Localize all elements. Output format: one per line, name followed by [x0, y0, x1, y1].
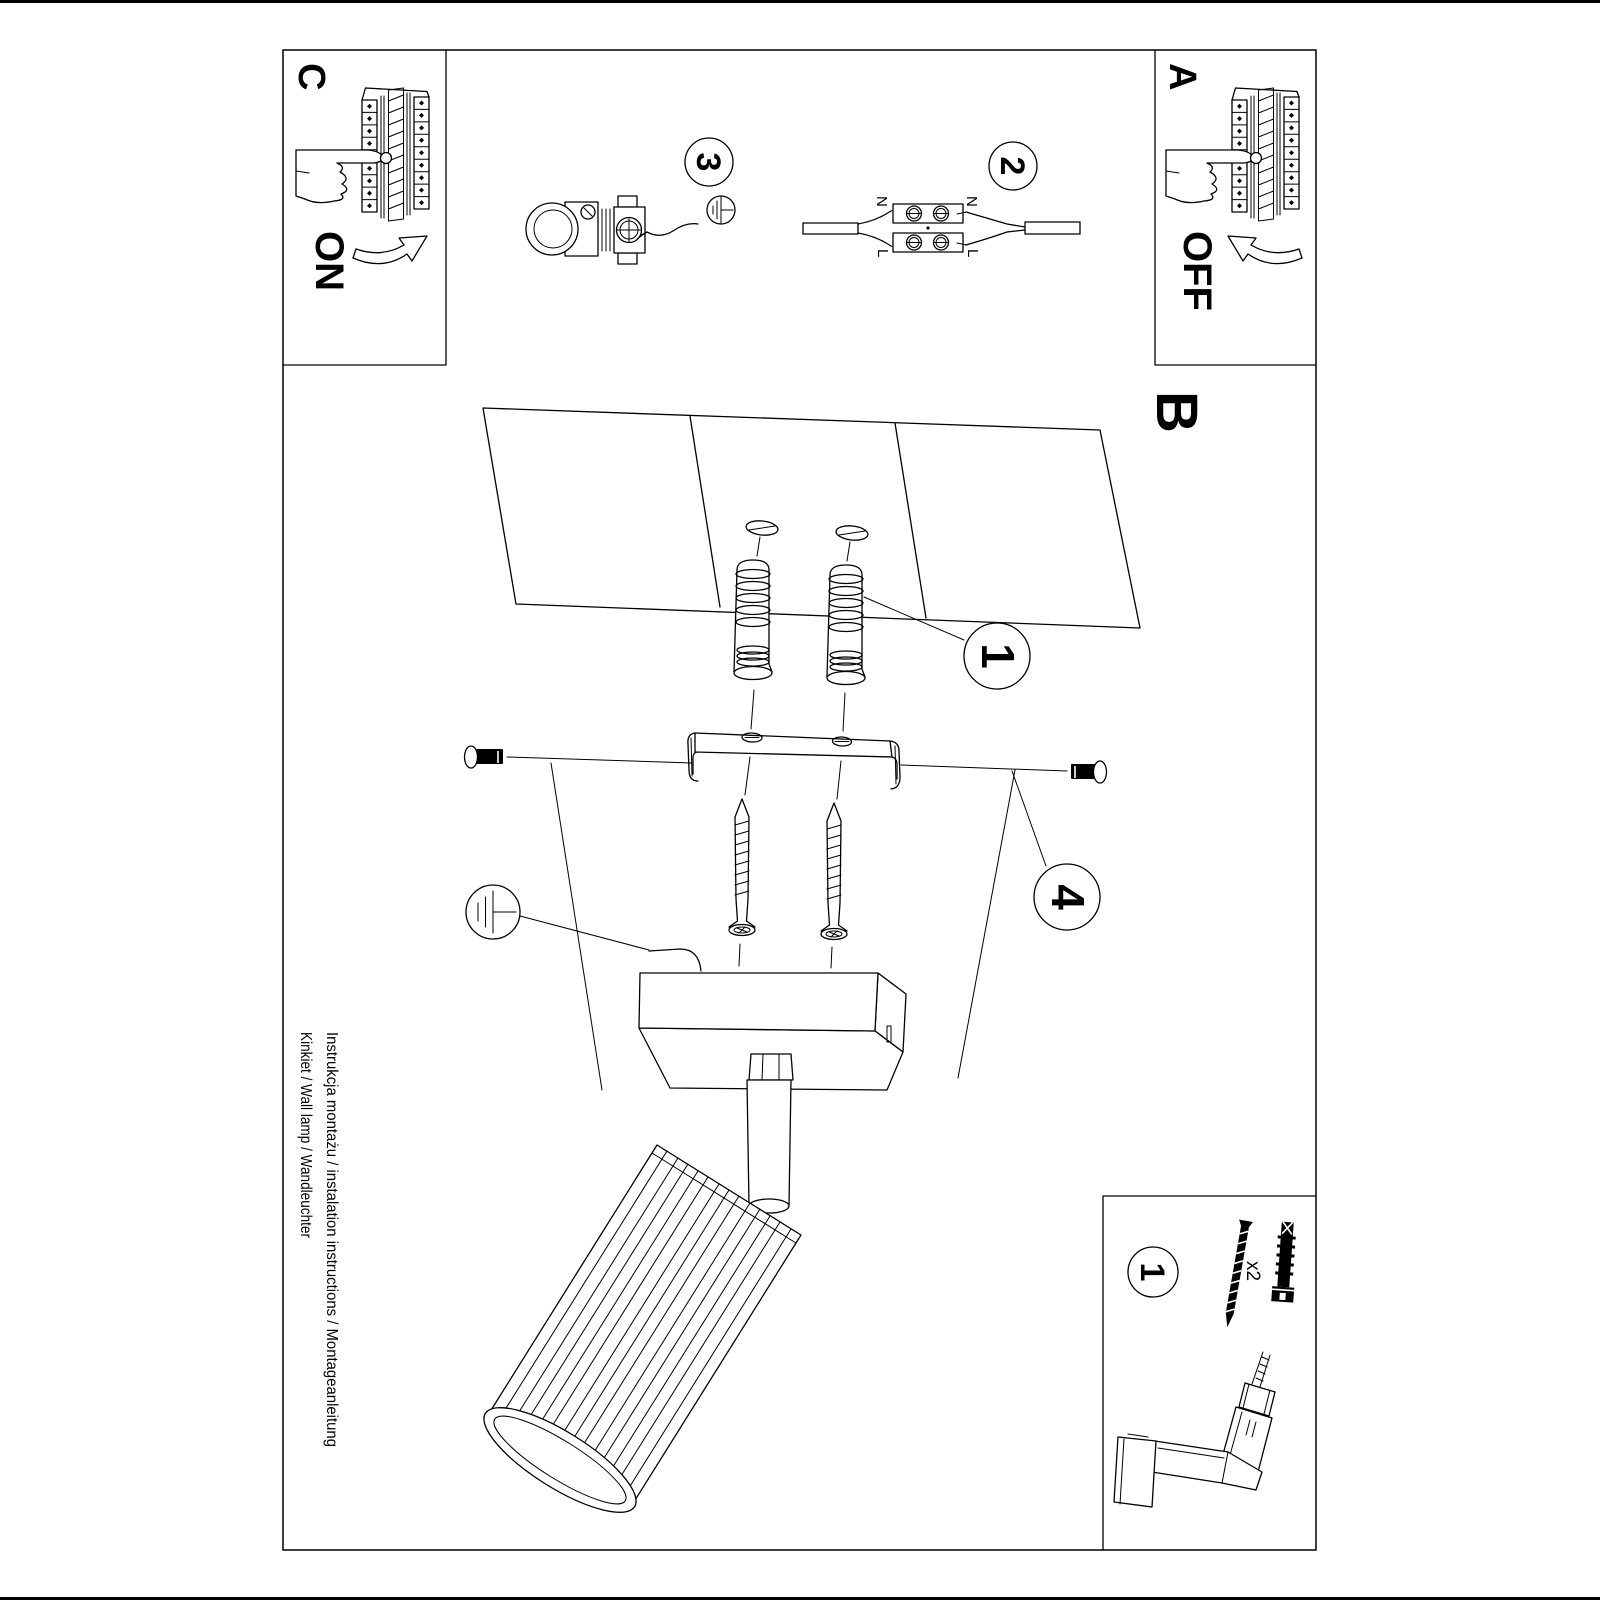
- terminal-label-l-left: L: [874, 249, 891, 258]
- step2-number: 2: [993, 156, 1031, 176]
- earth-symbol-small-icon: [707, 196, 735, 224]
- on-label: ON: [307, 231, 351, 291]
- terminal-label-n-right: N: [963, 196, 980, 207]
- section-a-label: A: [1161, 63, 1203, 91]
- off-label: OFF: [1175, 231, 1219, 311]
- quantity-label: x2: [1242, 1261, 1263, 1282]
- wall-anchor-drawing: [827, 565, 865, 685]
- swivel-joint-drawing: [747, 1054, 793, 1213]
- wall-anchor-drawing: [734, 560, 772, 680]
- earth-symbol-icon: [466, 885, 520, 939]
- terminal-label-n-left: N: [873, 196, 890, 207]
- top-edge-bar: [0, 0, 1600, 3]
- terminal-label-l-right: L: [964, 249, 981, 258]
- step1-number: 1: [972, 643, 1024, 669]
- parts-step-number: 1: [1133, 1262, 1171, 1282]
- step3-number: 3: [689, 152, 727, 172]
- footer-line-2: Kinkiet / Wall lamp / Wandleuchter: [297, 1032, 314, 1275]
- footer-line-1: Instrukcja montażu / instalation instructions / Montageanleitung: [323, 1032, 340, 1478]
- step4-number: 4: [1042, 884, 1094, 910]
- section-b-label: B: [1144, 391, 1209, 433]
- page-border: [283, 50, 1316, 1550]
- section-c-label: C: [290, 63, 332, 91]
